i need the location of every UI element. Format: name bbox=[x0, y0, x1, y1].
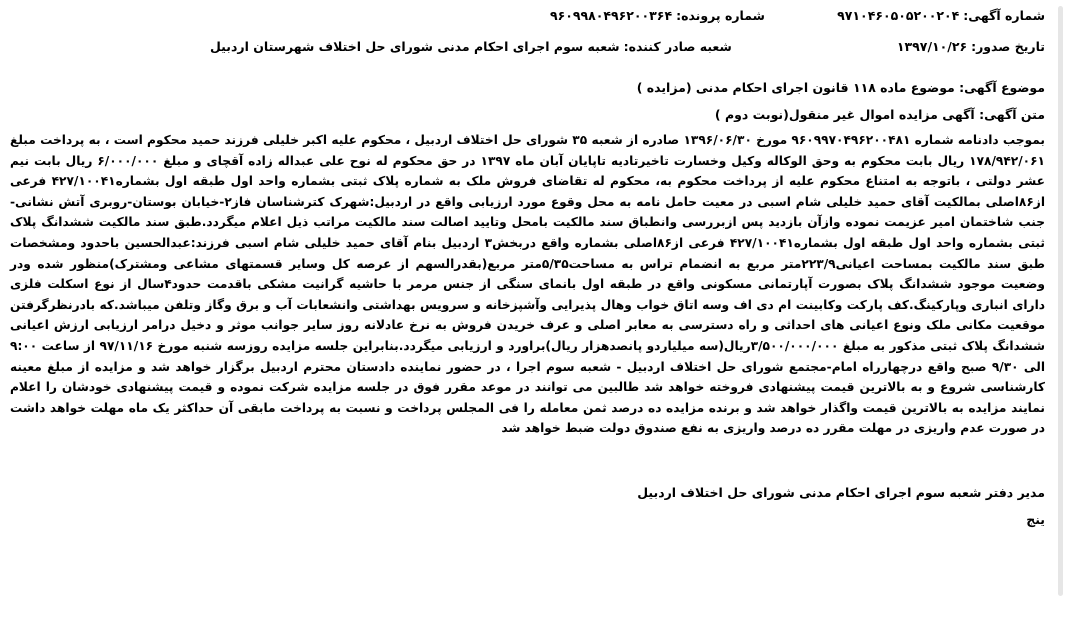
ad-number-label: شماره آگهی: bbox=[963, 8, 1045, 23]
subject-value: موضوع ماده ۱۱۸ قانون اجرای احکام مدنی (مزایده ) bbox=[636, 80, 955, 95]
issue-date bbox=[897, 39, 1045, 54]
scrollbar[interactable] bbox=[1058, 6, 1063, 596]
announcement-body: بموجب دادنامه شماره ۹۶۰۹۹۷۰۴۹۶۲۰۰۴۸۱ مورخ ۱۳۹۶/۰۶/۳۰ صادره از شعبه ۳۵ شورای حل اختلاف اردبیل ، محکوم علیه اکبر خلیلی فرزند حمید محکوم است ، به پرداخت مبلغ ۱۷۸/۹۴۲/۰۶۱ ریال بابت محکوم به وحق الوکاله وکیل وخسارت تاخیرتادیه تاپایان آبان ماه ۱۳۹۷ در حق محکوم له نوح علی عبداله زاده آقچای و مبلغ ۶/۰۰۰/۰۰۰ ریال بابت نیم عشر دولتی ، باتوجه به امتناع محکوم علیه از پرداخت محکوم به، محکوم له تقاضای فروش ملک به شماره پلاک ثبتی بشماره واحد اول طبقه اول بشماره۴۲۷/۱۰۰۴۱ فرعی از۸۶اصلی بمالکیت آقای حمید خلیلی شام اسبی در معیت حامل نامه به محل وقوع مورد ارزیابی واقع در اردبیل:شهرک کترشناسان فاز۲-خیابان بوستان-روبری آتش نشانی-جنب شاختمان امیر عزیمت نموده وازآن بازدید پس ازبررسی وانطباق سند مالکیت بامحل وتایید اصالت سند مالکیت مراتب ذیل اعلام میگردد.طبق سند مالکیت ششدانگ پلاک ثبتی بشماره واحد اول طبقه اول بشماره۴۲۷/۱۰۰۴۱ فرعی از۸۶اصلی بشماره واقع دربخش۳ اردبیل بنام آقای حمید خلیلی شام اسبی فرزند:عبدالحسین باحدود ومشخصات طبق سند مالکیت بمساحت اعیانی۲۲۳/۹متر مربع به انضمام تراس به مساحت۵/۳۵متر مربع(بقدرالسهم از عرصه کل وسایر قسمتهای مشاعی ومشترک)منظور شده ودر وضعیت موجود ششدانگ پلاک بصورت آپارتمانی مسکونی واقع در طبقه اول بانمای سنگی از جنس مرمر با حاشیه گرانیت مشکی باقدمت حدود۴سال از نوع اسکلت فلزی دارای انباری وپارکینگ.کف پارکت وکابینت ام دی اف وسه اتاق خواب وهال پذیرایی وآشپزخانه و سرویس بهداشتی وانشعابات آب و برق وگاز وتلفن میباشد.که بادرنظرگرفتن موقعیت مکانی ملک ونوع اعیانی های احداثی و راه دسترسی به معابر اصلی و عرف خریدن فروش به نرخ عادلانه روز سایر جوانب موثر و دخیل درامر ارزیابی ارزش اعیانی ششدانگ پلاک ثبتی مذکور به مبلغ ۳/۵۰۰/۰۰۰/۰۰۰ریال(سه میلیاردو پانصدهزار ریال)براورد و ارزیابی میگردد.بنابراین جلسه مزایده روزسه شنبه مورخ ۹۷/۱۱/۱۶ از ساعت ۹:۰۰ الی ۹/۳۰ صبح واقع درچهارراه امام-مجتمع شورای حل اختلاف اردبیل - شعبه سوم اجرا ، در حضور نماینده دادستان محترم اردبیل برگزار خواهد شد و مزایده از مبلغ معینه کارشناسی شروع و به بالاترین قیمت پیشنهادی فروخته خواهد شد طالبین می توانند در موعد مقرر فوق در جلسه مزایده شرکت نموده و قیمت پیشنهادی خودشان را اعلام نمایند مزایده به بالاترین قیمت واگذار خواهد شد و برنده مزایده ده درصد ثمن معامله را فی المجلس پرداخت و نسبت به پرداخت مابقی آن حداکثر یک ماه مهلت خواهد داشت در صورت عدم واریزی در مهلت مقرر ده درصد واریزی به نفع صندوق دولت ضبط خواهد شد bbox=[10, 133, 1046, 436]
subject-label: موضوع آگهی: bbox=[959, 80, 1045, 95]
text-title-value: آگهی مزایده اموال غیر منقول(نوبت دوم ) bbox=[714, 107, 975, 122]
issue-date-value: ۱۳۹۷/۱۰/۲۶ bbox=[896, 39, 968, 54]
case-number-value: ۹۶۰۹۹۸۰۴۹۶۲۰۰۳۶۴ bbox=[550, 8, 673, 23]
issuer bbox=[210, 39, 732, 54]
issuer-value: شعبه سوم اجرای احکام مدنی شورای حل اختلاف شهرستان اردبیل bbox=[210, 39, 620, 54]
signer-title: مدیر دفتر شعبه سوم اجرای احکام مدنی شورای حل اختلاف اردبیل bbox=[637, 484, 1045, 500]
text-label: متن آگهی: bbox=[979, 107, 1045, 122]
text-title bbox=[10, 107, 1045, 122]
ad-number-value: ۹۷۱۰۴۶۰۵۰۵۲۰۰۲۰۴ bbox=[837, 8, 960, 23]
case-number bbox=[550, 8, 765, 23]
subject bbox=[10, 80, 1045, 95]
issuer-label: شعبه صادر کننده: bbox=[623, 39, 732, 54]
ad-number bbox=[837, 8, 1045, 23]
header-row-1 bbox=[10, 8, 1045, 23]
signer-name: ینج bbox=[1026, 511, 1045, 527]
case-number-label: شماره پرونده: bbox=[676, 8, 765, 23]
header-row-2 bbox=[10, 39, 1045, 54]
issue-date-label: تاریخ صدور: bbox=[971, 39, 1045, 54]
